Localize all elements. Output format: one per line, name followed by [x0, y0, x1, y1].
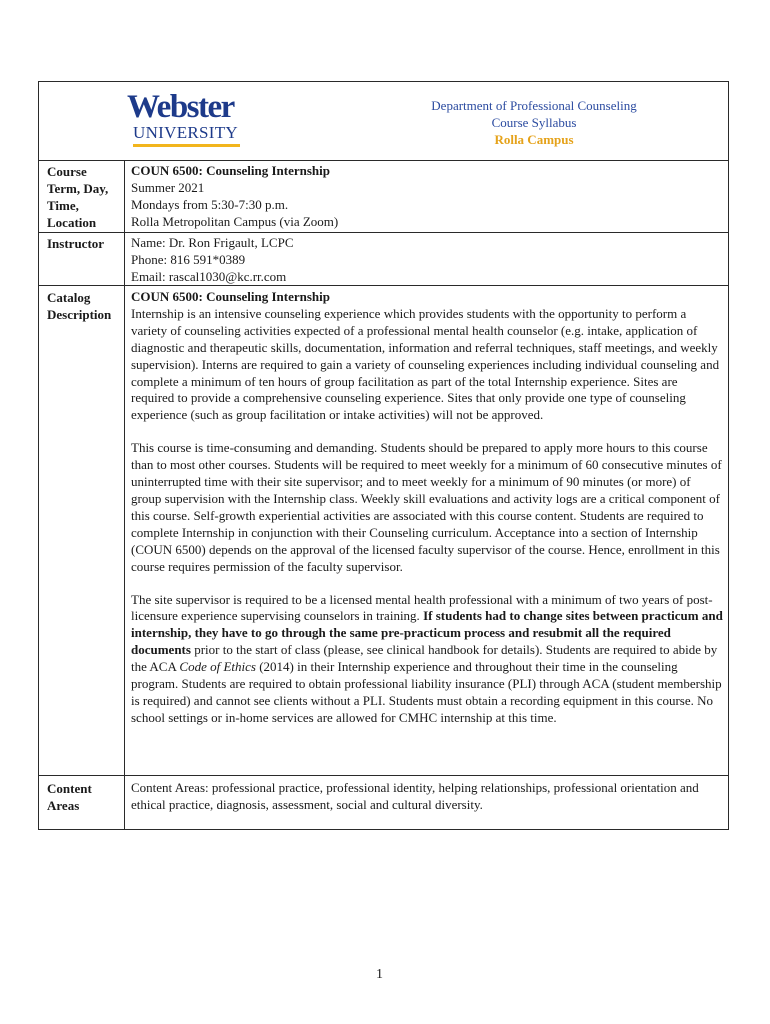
- p3-code-of-ethics: Code of Ethics: [179, 659, 256, 675]
- department-heading: [395, 97, 673, 148]
- term-label: [47, 180, 108, 231]
- row-divider: [39, 775, 728, 776]
- p3-bold-requirement: If students had to change sites between practicum and internship, they have to go through the same pre-practicum process and resubmit all the required documents: [131, 608, 723, 658]
- campus-name: Rolla Campus: [494, 132, 574, 147]
- content-areas-label-line: Content: [47, 781, 92, 796]
- catalog-paragraph-3: [131, 592, 723, 727]
- term-label-line: Time,: [47, 198, 79, 213]
- instructor-label: Instructor: [47, 236, 105, 251]
- term-value: [131, 180, 723, 231]
- instructor-value: [131, 235, 723, 286]
- department-name: Department of Professional Counseling: [431, 98, 637, 113]
- logo-gold-rule: [133, 144, 240, 147]
- logo-subtitle: UNIVERSITY: [133, 123, 238, 142]
- syllabus-table: [38, 81, 729, 830]
- catalog-paragraph-1: Internship is an intensive counseling experience which provides students with the opportunity to perform a variety of counseling activities expected of a professional mental health counselor (e.g. intake, application of diagnostic and therapeutic skills, documentation, information and referral techniques, staff meetings, and weekly supervision). Interns are required to gain a variety of counseling experiences including individual counseling and complete a minimum of ten hours of group facilitation as part of the total Internship experience. Sites are required to provide a comprehensive counseling experience. Sites that only provide one type of counseling experience (such as group facilitation or intake activities) will not be approved.: [131, 305, 720, 423]
- instructor-email: Email: rascal1030@kc.rr.com: [131, 268, 287, 284]
- content-areas-label: [47, 780, 92, 814]
- course-value: COUN 6500: Counseling Internship: [131, 163, 331, 178]
- catalog-label-line: Catalog: [47, 290, 91, 305]
- course-label: Course: [47, 164, 87, 179]
- header-row: [39, 82, 728, 161]
- content-areas-label-line: Areas: [47, 798, 80, 813]
- p3-text-b: prior to the start of class (please, see clinical handbook for details). Students are required to abide by the ACA: [131, 642, 718, 675]
- page-number: 1: [376, 967, 383, 982]
- p3-text-a: The site supervisor is required to be a licensed mental health professional with a minimum of two years of post-licensure experience supervising counselors in training.: [131, 591, 713, 624]
- p3-text-c: (2014) in their Internship experience and throughout their time in the counseling program. Students are required to obtain professional liability insurance (PLI) through ACA (student membership is required) and cannot see clients without a PLI. Students must obtain a recording equipment in this course. No school settings or in-home services are allowed for CMHC internship at this time.: [131, 659, 722, 725]
- catalog-paragraph-2: This course is time-consuming and demanding. Students should be prepared to apply more hours to this course than to most other courses. Students will be required to meet weekly for a minimum of 60 consecutive minutes of uninterrupted time with their site supervisor; and to meet weekly for a minimum of 90 minutes (or more) of group supervision with the Internship class. Weekly skill evaluations and activity logs are a critical component of this course. Self-growth experiential activities are associated with this course content. Students are required to complete Internship in conjunction with their Counseling curriculum. Acceptance into a section of Internship (COUN 6500) depends on the approval of the licensed faculty supervisor of the course. Hence, enrollment in this course requires permission of the faculty supervisor.: [131, 440, 722, 574]
- logo-wordmark: Webster: [127, 89, 234, 125]
- column-divider: [124, 160, 125, 829]
- term-schedule: Mondays from 5:30-7:30 p.m.: [131, 196, 289, 212]
- catalog-label-line: Description: [47, 307, 112, 322]
- instructor-phone: Phone: 816 591*0389: [131, 251, 246, 267]
- catalog-description: [131, 289, 723, 743]
- document-type: Course Syllabus: [491, 115, 577, 130]
- row-divider: [39, 285, 728, 286]
- term-label-line: Location: [47, 215, 97, 230]
- content-areas-value: Content Areas: professional practice, professional identity, helping relationships, professional orientation and ethical practice, diagnosis, assessment, social and cultural diversity.: [131, 780, 699, 812]
- term-semester: Summer 2021: [131, 180, 205, 195]
- term-location: Rolla Metropolitan Campus (via Zoom): [131, 213, 339, 229]
- instructor-name: Name: Dr. Ron Frigault, LCPC: [131, 235, 294, 250]
- term-label-line: Term, Day,: [47, 181, 109, 196]
- webster-university-logo: [127, 90, 249, 152]
- row-divider: [39, 232, 728, 233]
- catalog-label: [47, 289, 111, 323]
- catalog-title: COUN 6500: Counseling Internship: [131, 289, 331, 304]
